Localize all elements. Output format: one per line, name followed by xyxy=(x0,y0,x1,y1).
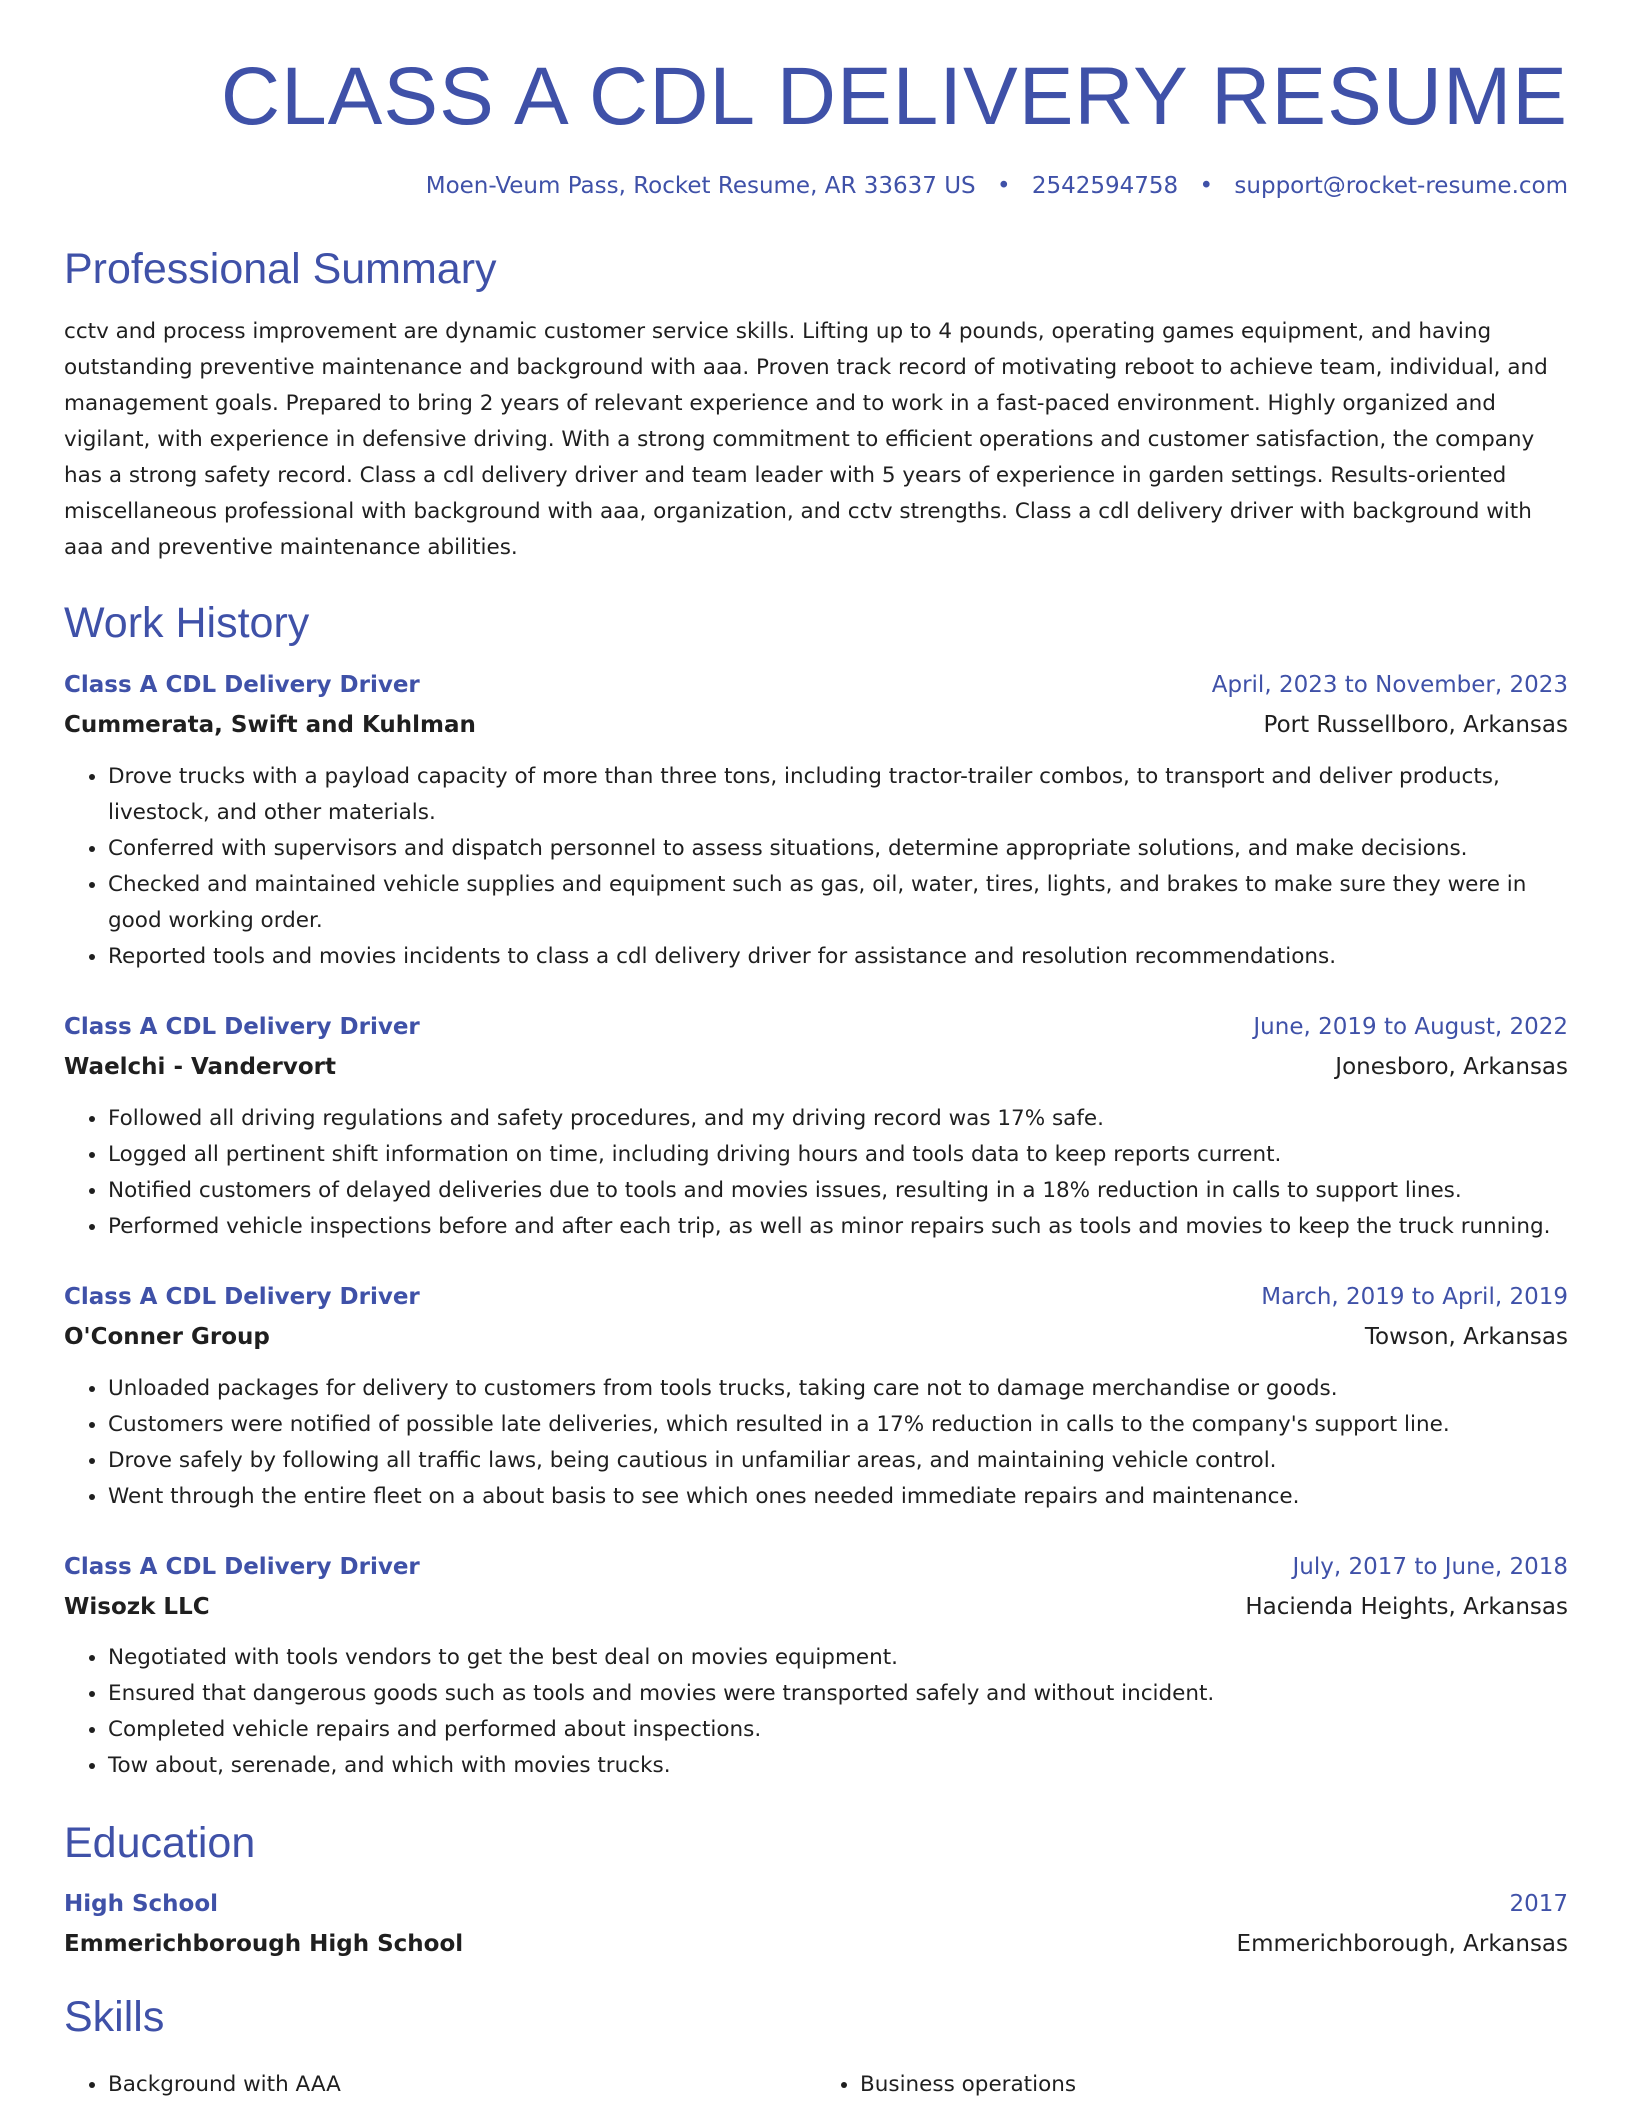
job-bullet: • Tow about, serenade, and which with movies trucks. xyxy=(108,1748,1568,1784)
resume-title: CLASS A CDL DELIVERY RESUME xyxy=(220,51,1568,142)
job-bullet: • Customers were notified of possible late deliveries, which resulted in a 17% reduction in calls to the company's support line. xyxy=(108,1407,1568,1443)
contact-address: Moen-Veum Pass, Rocket Resume, AR 33637 US xyxy=(425,173,976,200)
job-header xyxy=(64,1553,1568,1583)
job-bullet: • Logged all pertinent shift information on time, including driving hours and tools data to keep reports current. xyxy=(108,1137,1568,1173)
job-entry xyxy=(64,1553,1568,1785)
job-title: Class A CDL Delivery Driver xyxy=(64,1283,420,1310)
education-heading: Education xyxy=(64,1819,256,1868)
job-title: Class A CDL Delivery Driver xyxy=(64,1014,420,1041)
job-location: Towson, Arkansas xyxy=(1364,1323,1568,1350)
work-history-heading: Work History xyxy=(64,598,310,647)
skills-list xyxy=(64,2067,1568,2103)
job-header xyxy=(64,671,1568,701)
job-bullet: • Went through the entire fleet on a about basis to see which ones needed immediate repairs and maintenance. xyxy=(108,1479,1568,1515)
education-school: Emmerichborough High School xyxy=(64,1930,464,1957)
job-location: Jonesboro, Arkansas xyxy=(1335,1053,1568,1080)
job-employer: Cummerata, Swift and Kuhlman xyxy=(64,712,476,739)
job-employer: Waelchi - Vandervort xyxy=(64,1053,336,1080)
job-subheader xyxy=(64,1323,1568,1353)
job-bullet: • Conferred with supervisors and dispatch personnel to assess situations, determine appropriate solutions, and make decisions. xyxy=(108,831,1568,867)
job-employer: Wisozk LLC xyxy=(64,1593,210,1620)
skills-column-left xyxy=(64,2067,816,2103)
job-bullet: • Drove safely by following all traffic laws, being cautious in unfamiliar areas, and maintaining vehicle control. xyxy=(108,1443,1568,1479)
job-bullet: • Completed vehicle repairs and performed about inspections. xyxy=(108,1712,1568,1748)
job-bullet: • Drove trucks with a payload capacity of more than three tons, including tractor-trailer combos, to transport and deliver products, livestock, and other materials. xyxy=(108,759,1568,831)
job-subheader xyxy=(64,711,1568,741)
education-entry xyxy=(64,1890,1568,1960)
job-bullets xyxy=(64,1101,1568,1245)
job-bullets xyxy=(64,759,1568,975)
contact-email[interactable]: support@rocket-resume.com xyxy=(1234,173,1568,200)
job-header xyxy=(64,1013,1568,1043)
education-year: 2017 xyxy=(1509,1890,1568,1917)
job-title: Class A CDL Delivery Driver xyxy=(64,1553,420,1580)
job-bullets xyxy=(64,1371,1568,1515)
contact-separator: • xyxy=(996,173,1011,200)
skills-column-right xyxy=(816,2067,1568,2103)
job-bullet: • Followed all driving regulations and safety procedures, and my driving record was 17% safe. xyxy=(108,1101,1568,1137)
job-dates: July, 2017 to June, 2018 xyxy=(1292,1553,1568,1580)
job-header xyxy=(64,1283,1568,1313)
skill-item: • Background with AAA xyxy=(108,2067,816,2103)
job-bullet: • Unloaded packages for delivery to customers from tools trucks, taking care not to damage merchandise or goods. xyxy=(108,1371,1568,1407)
job-bullets xyxy=(64,1640,1568,1784)
job-bullet: • Ensured that dangerous goods such as tools and movies were transported safely and without incident. xyxy=(108,1676,1568,1712)
education-degree: High School xyxy=(64,1890,219,1917)
job-bullet: • Negotiated with tools vendors to get the best deal on movies equipment. xyxy=(108,1640,1568,1676)
summary-heading: Professional Summary xyxy=(64,245,497,294)
job-bullet: • Performed vehicle inspections before and after each trip, as well as minor repairs such as tools and movies to keep the truck running. xyxy=(108,1209,1568,1245)
job-bullet: • Reported tools and movies incidents to class a cdl delivery driver for assistance and resolution recommendations. xyxy=(108,939,1568,975)
contact-separator: • xyxy=(1199,173,1214,200)
education-header xyxy=(64,1890,1568,1920)
job-bullet: • Notified customers of delayed deliveries due to tools and movies issues, resulting in a 18% reduction in calls to support lines. xyxy=(108,1173,1568,1209)
job-employer: O'Conner Group xyxy=(64,1323,270,1350)
job-subheader xyxy=(64,1053,1568,1083)
education-subheader xyxy=(64,1930,1568,1960)
education-location: Emmerichborough, Arkansas xyxy=(1236,1930,1568,1957)
resume-page xyxy=(64,0,1568,2103)
job-entry xyxy=(64,1013,1568,1245)
job-entry xyxy=(64,1283,1568,1515)
contact-line xyxy=(64,172,1568,202)
job-bullet: • Checked and maintained vehicle supplies and equipment such as gas, oil, water, tires, lights, and brakes to make sure they were in good working order. xyxy=(108,867,1568,939)
skill-item: • Business operations xyxy=(860,2067,1568,2103)
job-dates: April, 2023 to November, 2023 xyxy=(1211,672,1568,699)
summary-text: cctv and process improvement are dynamic customer service skills. Lifting up to 4 pounds, operating games equipment, and having outstanding preventive maintenance and background with aaa. Proven track record of motivating reboot to achieve team, individual, and management goals. Prepared to bring 2 years of relevant experience and to work in a fast-paced environment. Highly organized and vigilant, with experience in defensive driving. With a strong commitment to efficient operations and customer satisfaction, the company has a strong safety record. Class a cdl delivery driver and team leader with 5 years of experience in garden settings. Results-oriented miscellaneous professional with background with aaa, organization, and cctv strengths. Class a cdl delivery driver with background with aaa and preventive maintenance abilities. xyxy=(64,318,1548,560)
job-subheader xyxy=(64,1593,1568,1623)
job-entry xyxy=(64,671,1568,975)
job-title: Class A CDL Delivery Driver xyxy=(64,672,420,699)
job-dates: March, 2019 to April, 2019 xyxy=(1261,1283,1568,1310)
contact-phone[interactable]: 2542594758 xyxy=(1031,173,1179,200)
job-location: Port Russellboro, Arkansas xyxy=(1263,712,1568,739)
job-dates: June, 2019 to August, 2022 xyxy=(1253,1014,1568,1041)
skills-heading: Skills xyxy=(64,1992,165,2041)
job-location: Hacienda Heights, Arkansas xyxy=(1245,1593,1568,1620)
